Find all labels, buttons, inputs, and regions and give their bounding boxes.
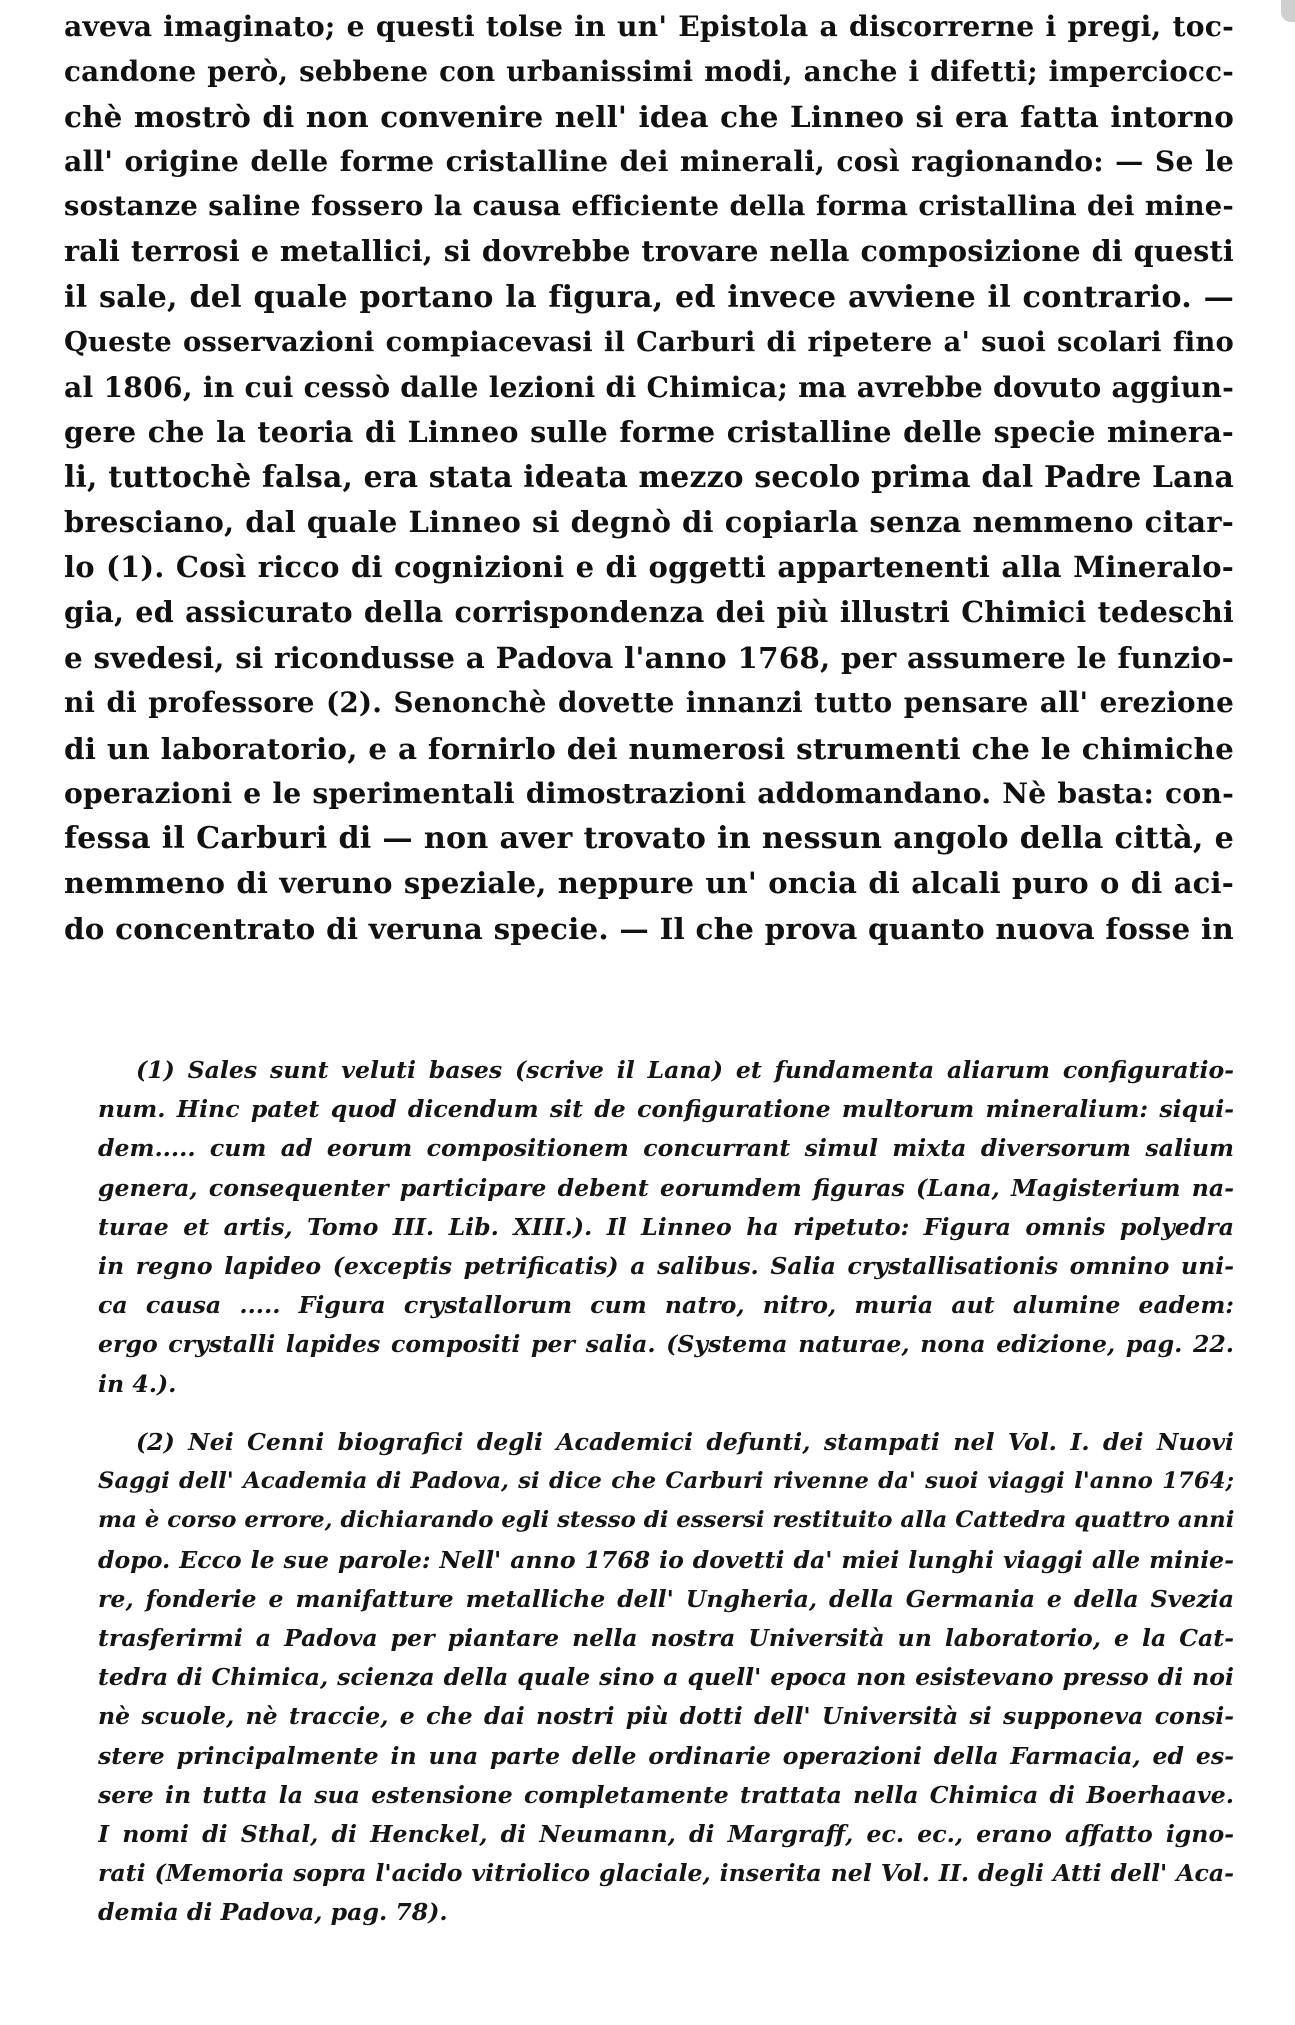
footnote-line: nè scuole, nè traccie, e che dai nostri più dotti dell' Università si supponeva consi-	[98, 1702, 1234, 1731]
footnote-line: turae et artis, Tomo III. Lib. XIII.). Il Linneo ha ripetuto: Figura omnis polyedra	[98, 1212, 1234, 1241]
footnote-line: trasferirmi a Padova per piantare nella nostra Università un laboratorio, e la Cat-	[98, 1623, 1234, 1652]
page-corner-mark	[1281, 0, 1295, 22]
footnote-line: demia di Padova, pag. 78).	[98, 1898, 448, 1927]
footnote-1	[98, 1051, 1234, 1404]
footnote-line: in regno lapideo (exceptis petrificatis) a salibus. Salia crystallisationis omnino uni-	[98, 1251, 1234, 1280]
footnote-line: ma è corso errore, dichiarando egli stesso di essersi restituito alla Cattedra quattro anni	[98, 1507, 1234, 1534]
footnote-line: ergo crystalli lapides compositi per salia. (Systema naturae, nona edizione, pag. 22.	[98, 1330, 1234, 1359]
footnote-line: in 4.).	[98, 1369, 177, 1398]
body-line: il sale, del quale portano la figura, ed invece avviene il contrario. —	[64, 279, 1234, 315]
body-line: al 1806, in cui cessò dalle lezioni di Chimica; ma avrebbe dovuto aggiun-	[64, 370, 1234, 404]
body-line: ni di professore (2). Senonchè dovette innanzi tutto pensare all' erezione	[64, 686, 1234, 720]
footnote-line: sere in tutta la sua estensione completamente trattata nella Chimica di Boerhaave.	[98, 1780, 1234, 1809]
body-line: gia, ed assicurato della corrispondenza dei più illustri Chimici tedeschi	[64, 595, 1234, 630]
body-line: gere che la teoria di Linneo sulle forme cristalline delle specie minera-	[64, 414, 1234, 449]
footnote-line: re, fonderie e manifatture metalliche dell' Ungheria, della Germania e della Svezia	[98, 1584, 1234, 1613]
body-line: e svedesi, si ricondusse a Padova l'anno 1768, per assumere le funzio-	[64, 640, 1234, 676]
body-line: rali terrosi e metallici, si dovrebbe trovare nella composizione di questi	[64, 234, 1234, 269]
footnote-line: dopo. Ecco le sue parole: Nell' anno 1768 io dovetti da' miei lunghi viaggi alle minie-	[98, 1545, 1234, 1574]
body-line: li, tuttochè falsa, era stata ideata mezzo secolo prima dal Padre Lana	[64, 459, 1234, 495]
body-line: nemmeno di veruno speziale, neppure un' oncia di alcali puro o di aci-	[64, 865, 1234, 900]
footnote-line: (2) Nei Cenni biografici degli Academici defunti, stampati nel Vol. I. dei Nuovi	[136, 1428, 1234, 1456]
body-line: do concentrato di veruna specie. — Il che prova quanto nuova fosse in	[64, 910, 1234, 946]
footnote-line: (1) Sales sunt veluti bases (scrive il Lana) et fundamenta aliarum configuratio-	[136, 1056, 1234, 1084]
body-line: operazioni e le sperimentali dimostrazioni addomandano. Nè basta: con-	[64, 776, 1234, 810]
footnote-line: Saggi dell' Academia di Padova, si dice che Carburi rivenne da' suoi viaggi l'anno 1764;	[98, 1468, 1234, 1495]
footnote-line: tedra di Chimica, scienza della quale sino a quell' epoca non esistevano presso di noi	[98, 1663, 1234, 1692]
body-line: sostanze saline fossero la causa efficiente della forma cristallina dei mine-	[64, 190, 1234, 223]
footnote-line: genera, consequenter participare debent eorumdem figuras (Lana, Magisterium na-	[98, 1173, 1234, 1202]
body-line: fessa il Carburi di — non aver trovato in nessun angolo della città, e	[64, 820, 1234, 856]
main-body-text	[64, 4, 1234, 951]
body-line: bresciano, dal quale Linneo si degnò di copiarla senza nemmeno citar-	[64, 505, 1234, 540]
footnote-line: rati (Memoria sopra l'acido vitriolico glaciale, inserita nel Vol. II. degli Atti dell' Aca-	[98, 1859, 1234, 1888]
body-line: aveva imaginato; e questi tolse in un' Epistola a discorrerne i pregi, toc-	[64, 10, 1234, 43]
footnote-2	[98, 1423, 1234, 1932]
footnote-line: stere principalmente in una parte delle ordinarie operazioni della Farmacia, ed es-	[98, 1741, 1234, 1770]
body-line: di un laboratorio, e a fornirlo dei numerosi strumenti che le chimiche	[64, 730, 1234, 766]
body-line: Queste osservazioni compiacevasi il Carburi di ripetere a' suoi scolari fino	[64, 325, 1234, 358]
footnote-line: dem..... cum ad eorum compositionem concurrant simul mixta diversorum salium	[98, 1134, 1234, 1163]
body-line: all' origine delle forme cristalline dei minerali, così ragionando: — Se le	[64, 145, 1234, 179]
body-line: chè mostrò di non convenire nell' idea che Linneo si era fatta intorno	[64, 99, 1234, 135]
body-line: candone però, sebbene con urbanissimi modi, anche i difetti; imperciocc-	[64, 55, 1234, 89]
body-line: lo (1). Così ricco di cognizioni e di oggetti appartenenti alla Mineralo-	[64, 550, 1234, 585]
footnote-line: num. Hinc patet quod dicendum sit de configuratione multorum mineralium: siqui-	[98, 1095, 1234, 1124]
footnote-line: ca causa ..... Figura crystallorum cum natro, nitro, muria aut alumine eadem:	[98, 1291, 1234, 1320]
footnote-line: I nomi di Sthal, di Henckel, di Neumann, di Margraff, ec. ec., erano affatto igno-	[98, 1819, 1234, 1848]
